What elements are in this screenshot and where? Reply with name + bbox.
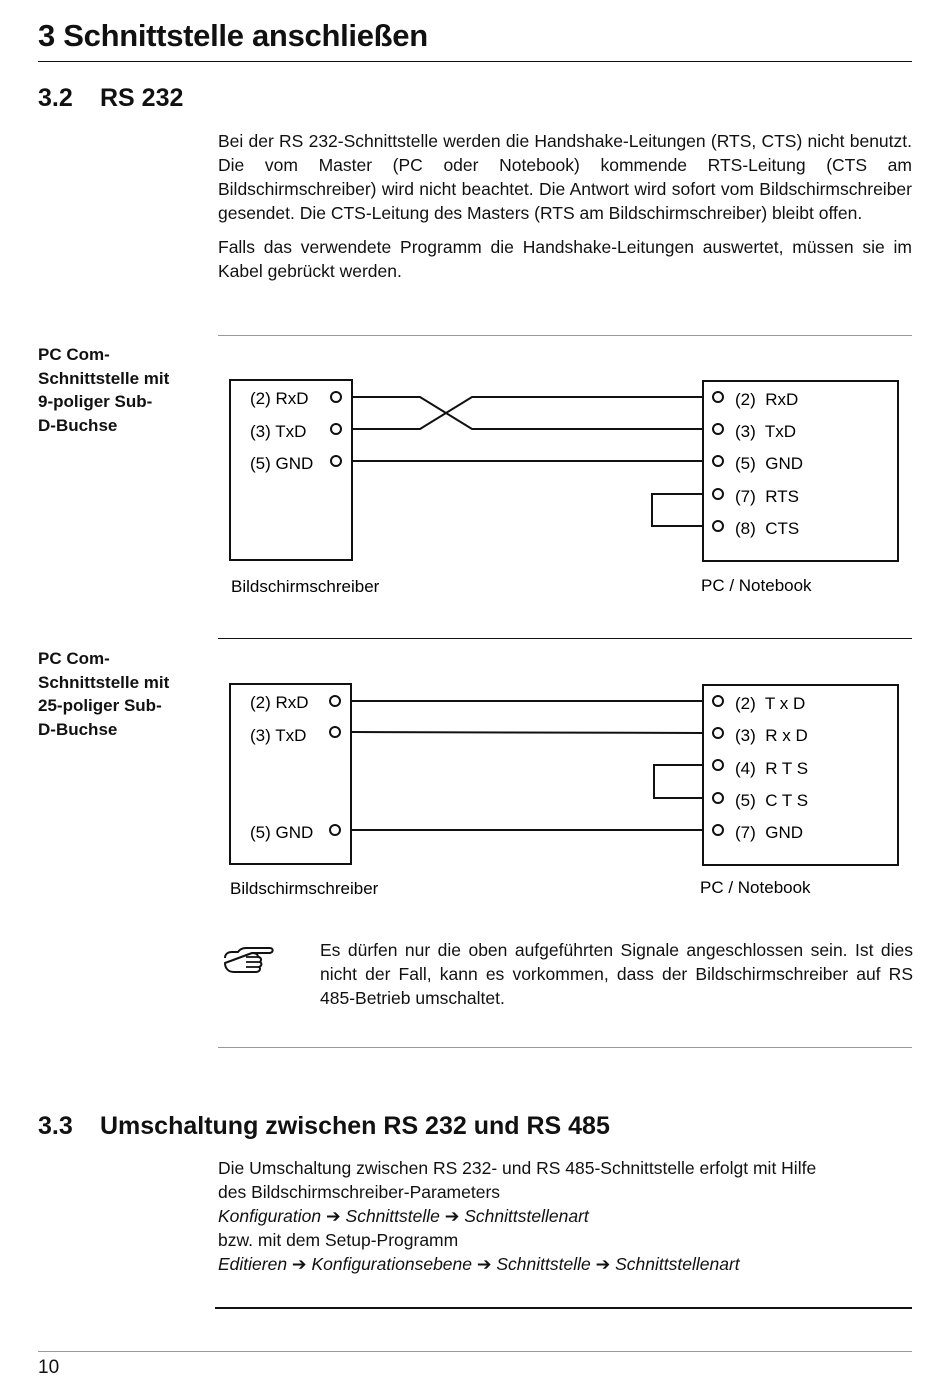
pin-terminal [713, 489, 723, 499]
menu-path-setup: Editieren ➔ Konfigurationsebene ➔ Schnittstelle ➔ Schnittstellenart [218, 1254, 740, 1274]
right-pin-label: (2) RxD [735, 390, 799, 409]
pin-terminal [331, 456, 341, 466]
note-text: Es dürfen nur die oben aufgeführten Signale angeschlossen sein. Ist dies nicht der Fall, kann es vorkommen, dass der Bildschirmschreiber auf RS 485-Betrieb umschaltet. [320, 940, 913, 1008]
right-pin-label: (3) R x D [735, 726, 808, 745]
pin-terminal [713, 825, 723, 835]
left-pin-label: (5) GND [250, 454, 314, 473]
diagram1-side-label: PC Com- Schnittstelle mit 9-poliger Sub- D-Buchse [38, 345, 170, 435]
pin-terminal [331, 424, 341, 434]
divider-4 [215, 1307, 912, 1309]
right-pin-label: (7) RTS [735, 487, 799, 506]
divider-1 [218, 335, 912, 336]
pin-terminal [713, 521, 723, 531]
pin-terminal [713, 424, 723, 434]
right-pin-label: (7) GND [735, 823, 803, 842]
wiring-diagram-25-pin [0, 674, 950, 914]
diagram2-side-label: PC Com- Schnittstelle mit 25-poliger Sub- D-Buchse [38, 649, 170, 739]
pin-terminal [713, 728, 723, 738]
page-number: 10 [38, 1357, 60, 1378]
right-pin-label: (3) TxD [735, 422, 797, 441]
footer-rule [38, 1351, 912, 1352]
pin-terminal [330, 696, 340, 706]
section-33-line-1: Die Umschaltung zwischen RS 232- und RS 485-Schnittstelle erfolgt mit Hilfe [218, 1158, 817, 1178]
section-33-line-2: des Bildschirmschreiber-Parameters [218, 1182, 501, 1202]
pc-caption: PC / Notebook [701, 576, 812, 595]
pin-terminal [330, 825, 340, 835]
menu-path-device: Konfiguration ➔ Schnittstelle ➔ Schnittstellenart [218, 1206, 589, 1226]
left-pin-label: (2) RxD [250, 389, 309, 408]
pin-terminal [713, 760, 723, 770]
section-33-body [218, 1156, 816, 1276]
left-pin-label: (3) TxD [250, 726, 307, 745]
right-pin-label: (4) R T S [735, 759, 809, 778]
chapter-title: 3 Schnittstelle anschließen [38, 18, 428, 53]
section-33-heading [38, 1112, 610, 1141]
section-32-number: 3.2 [38, 84, 73, 112]
section-32-paragraph-2: Falls das verwendete Programm die Handshake-Leitungen auswertet, müssen sie im Kabel gebrückt werden. [218, 237, 912, 281]
pin-terminal [331, 392, 341, 402]
right-pin-label: (2) T x D [735, 694, 806, 713]
left-pin-label: (2) RxD [250, 693, 309, 712]
recorder-caption: Bildschirmschreiber [230, 879, 379, 898]
section-33-title: Umschaltung zwischen RS 232 und RS 485 [100, 1112, 610, 1140]
section-32-body [218, 129, 912, 293]
section-33-number: 3.3 [38, 1112, 73, 1140]
pin-terminal [713, 456, 723, 466]
bridge-rts-cts [654, 765, 703, 798]
section-32-paragraph-1: Bei der RS 232-Schnittstelle werden die Handshake-Leitungen (RTS, CTS) nicht benutzt. Die vom Master (PC oder Notebook) kommende RTS-Leitung (CTS am Bildschirmschreiber) wird nicht beachtet. Die Antwort wird sofort vom Bildschirmschreiber gesendet. Die CTS-Leitung des Masters (RTS am Bildschirmschreiber) bleibt offen. [218, 131, 912, 223]
pin-terminal [713, 696, 723, 706]
right-pin-label: (8) CTS [735, 519, 800, 538]
right-pin-label: (5) C T S [735, 791, 809, 810]
divider-2 [218, 638, 912, 639]
right-pin-label: (5) GND [735, 454, 803, 473]
pin-terminal [330, 727, 340, 737]
bridge-rts-cts [652, 494, 703, 526]
section-32-title: RS 232 [100, 84, 184, 112]
section-33-line-3: bzw. mit dem Setup-Programm [218, 1230, 459, 1250]
wiring-diagram-9-pin [0, 370, 950, 610]
divider-3 [218, 1047, 912, 1048]
left-pin-label: (3) TxD [250, 422, 307, 441]
pc-caption: PC / Notebook [700, 878, 811, 897]
pointing-hand-icon [222, 944, 276, 980]
header-rule [38, 61, 912, 62]
left-pin-label: (5) GND [250, 823, 314, 842]
pin-terminal [713, 392, 723, 402]
recorder-caption: Bildschirmschreiber [231, 577, 380, 596]
wire-txd-rxd [352, 732, 703, 733]
wire-crossed [353, 397, 703, 429]
pin-terminal [713, 793, 723, 803]
section-32-heading [38, 84, 183, 113]
wire-crossed [353, 397, 703, 429]
